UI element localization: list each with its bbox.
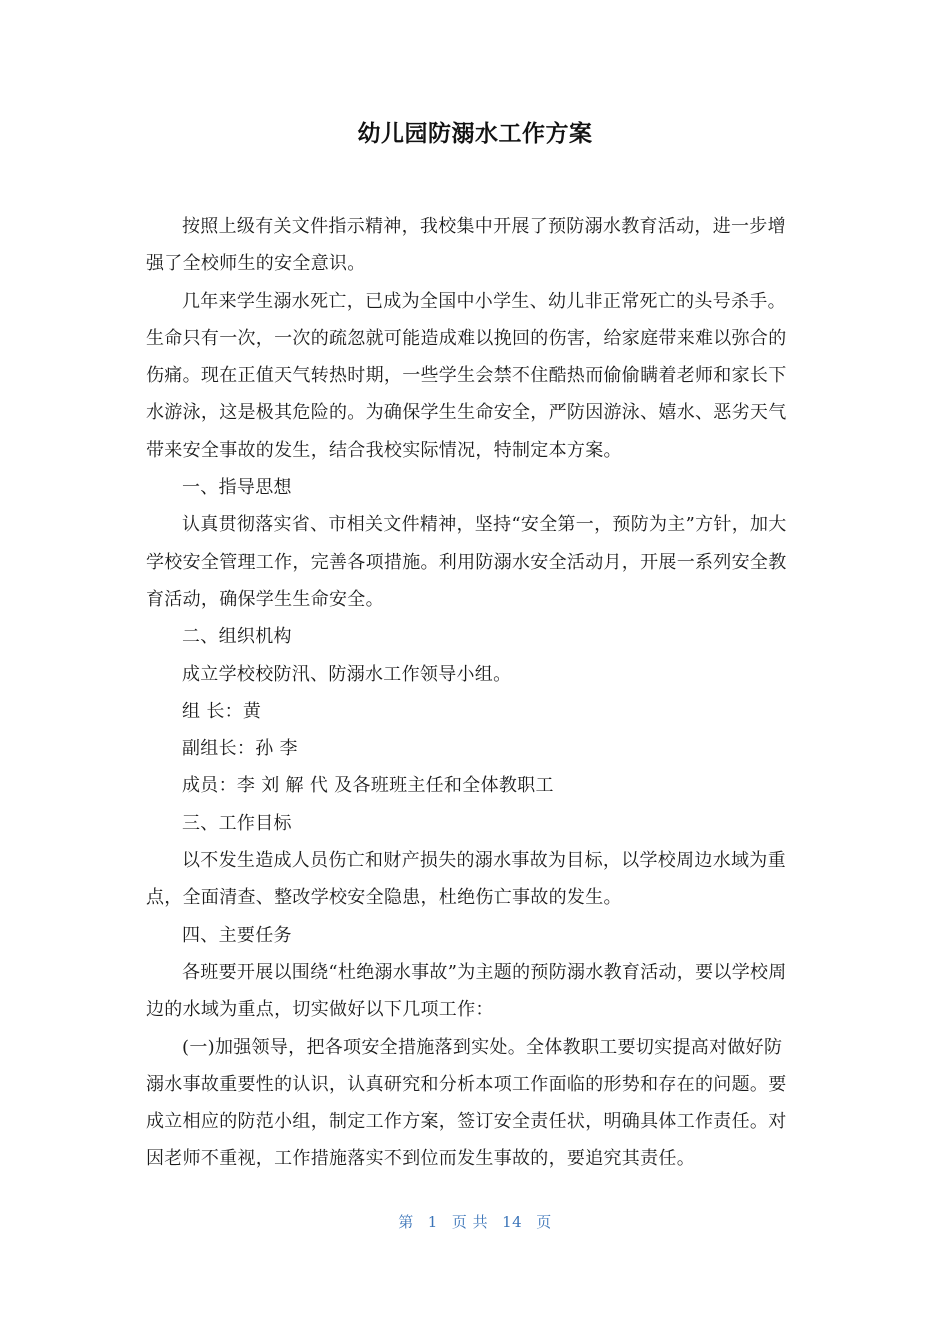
body-paragraph: 认真贯彻落实省、市相关文件精神，坚持“安全第一，预防为主”方针，加大学校安全管理工作，完善各项措施。利用防溺水安全活动月，开展一系列安全教育活动，确保学生生命安全。 [146, 514, 787, 610]
body-paragraph: 各班要开展以围绕“杜绝溺水事故”为主题的预防溺水教育活动，要以学校周边的水域为重点，切实做好以下几项工作： [146, 961, 787, 1021]
footer-suffix: 页 [536, 1213, 552, 1231]
section-heading: 四、主要任务 [182, 924, 292, 946]
footer-prefix: 第 [398, 1213, 414, 1231]
section-heading: 一、指导思想 [182, 477, 292, 499]
body-paragraph: (一)加强领导，把各项安全措施落到实处。全体教职工要切实提高对做好防溺水事故重要性的认识，认真研究和分析本项工作面临的形势和存在的问题。要成立相应的防范小组，制定工作方案，签订安全责任状，明确具体工作责任。对因老师不重视，工作措施落实不到位而发生事故的，要追究其责任。 [146, 1036, 787, 1170]
section-heading: 二、组织机构 [182, 626, 292, 648]
section-heading: 三、工作目标 [182, 812, 292, 834]
footer-middle: 页 共 [451, 1213, 489, 1231]
deputy-leader-line: 副组长：孙 李 [182, 738, 298, 760]
members-line: 成员：李 刘 解 代 及各班班主任和全体教职工 [182, 775, 554, 797]
body-paragraph: 几年来学生溺水死亡，已成为全国中小学生、幼儿非正常死亡的头号杀手。生命只有一次，一次的疏忽就可能造成难以挽回的伤害，给家庭带来难以弥合的伤痛。现在正值天气转热时期，一些学生会禁不住酷热而偷偷瞒着老师和家长下水游泳，这是极其危险的。为确保学生生命安全，严防因游泳、嬉水、恶劣天气带来安全事故的发生，结合我校实际情况，特制定本方案。 [146, 290, 787, 461]
page-footer [0, 1210, 950, 1234]
document-body [146, 208, 798, 1178]
current-page-number: 1 [427, 1213, 438, 1231]
leader-line: 组 长：黄 [182, 700, 262, 722]
body-paragraph: 以不发生造成人员伤亡和财产损失的溺水事故为目标，以学校周边水域为重点，全面清查、整改学校安全隐患，杜绝伤亡事故的发生。 [146, 850, 786, 909]
document-title: 幼儿园防溺水工作方案 [357, 121, 593, 147]
body-paragraph: 成立学校校防汛、防溺水工作领导小组。 [182, 663, 512, 685]
total-pages-number: 14 [502, 1213, 523, 1231]
body-paragraph: 按照上级有关文件指示精神，我校集中开展了预防溺水教育活动，进一步增强了全校师生的安全意识。 [146, 216, 786, 275]
